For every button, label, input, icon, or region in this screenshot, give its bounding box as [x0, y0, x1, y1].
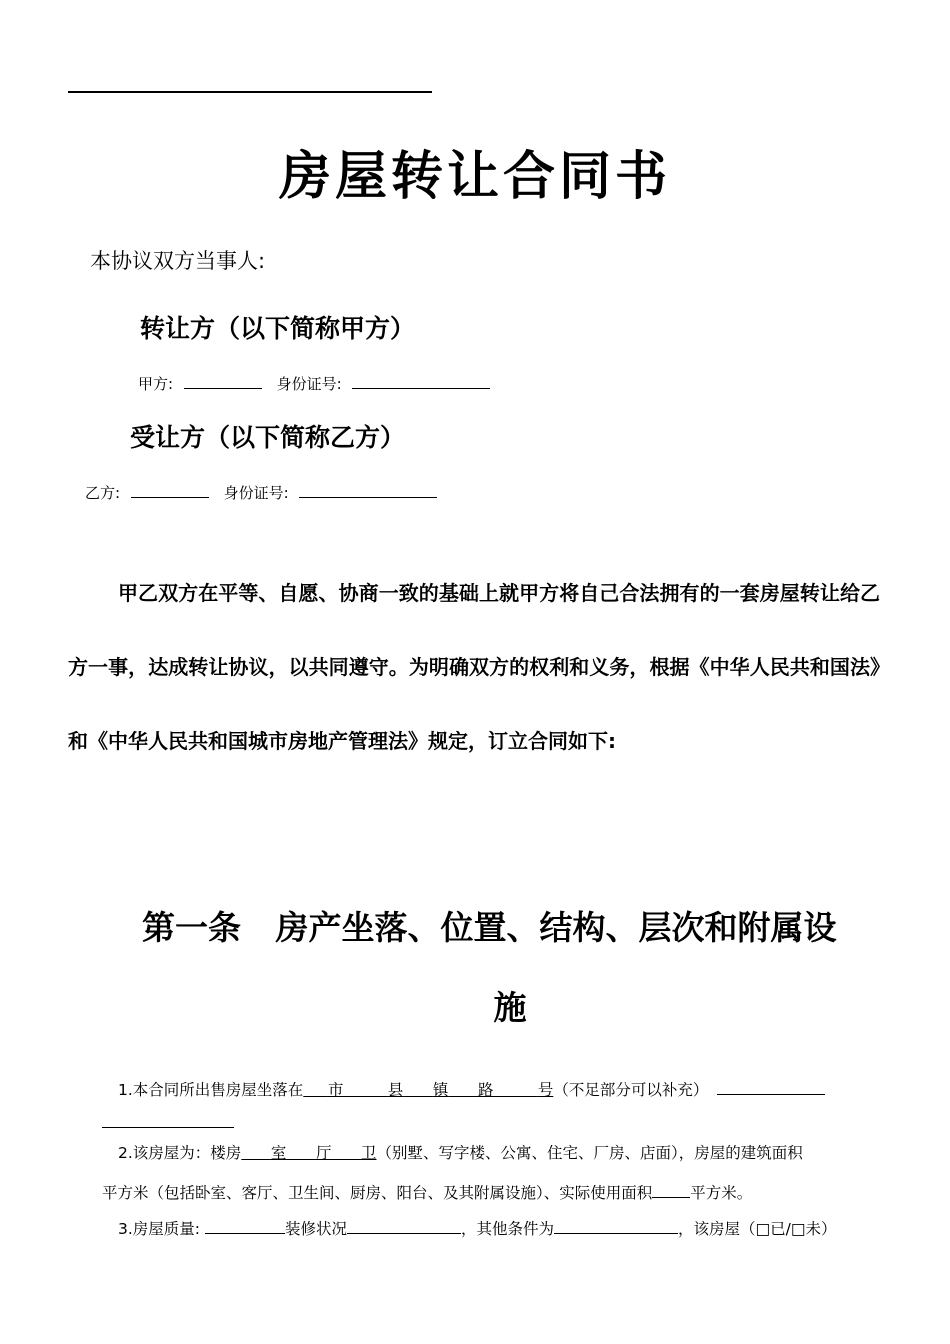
- clause-3-other: ，其他条件为: [460, 1220, 554, 1238]
- transferor-id-label: 身份证号:: [276, 375, 342, 393]
- clause-2-line2: [102, 1181, 752, 1203]
- article-1-line1: [130, 888, 890, 968]
- clause-2-line2-b: 平方米。: [690, 1184, 753, 1202]
- transferee-id-label: 身份证号:: [223, 484, 289, 502]
- clause-1-number: 号: [537, 1081, 554, 1099]
- clause-3: [118, 1217, 837, 1239]
- clause-2-usable-area-blank[interactable]: [652, 1183, 690, 1198]
- transferor-fields: [138, 373, 490, 394]
- transferor-name-blank[interactable]: [184, 374, 262, 389]
- clause-2-line2-a: 平方米（包括卧室、客厅、卫生间、厨房、阳台、及其附属设施）、实际使用面积: [102, 1184, 653, 1202]
- top-rule: [68, 91, 432, 93]
- clause-3-tail: ，该房屋（□已/□未）: [677, 1220, 837, 1238]
- preamble: [68, 556, 880, 778]
- clause-3-decor-blank[interactable]: [347, 1219, 461, 1234]
- article-1-number: 第一条: [142, 908, 241, 947]
- clause-2-bath: 卫: [361, 1144, 377, 1162]
- transferor-id-blank[interactable]: [352, 374, 490, 389]
- article-1-title-line1: 房产坐落、位置、结构、层次和附属设: [275, 908, 837, 947]
- transferee-fields: [85, 482, 437, 503]
- clause-2-room: 室: [270, 1144, 287, 1162]
- transferee-heading: 受让方（以下简称乙方）: [130, 423, 406, 452]
- intro-text: 本协议双方当事人:: [90, 249, 266, 273]
- clause-1-suffix: （不足部分可以补充）: [553, 1081, 709, 1099]
- clause-1-prefix: 1.本合同所出售房屋坐落在: [118, 1081, 304, 1099]
- clause-2-layout[interactable]: [241, 1144, 376, 1162]
- transferor-name-label: 甲方:: [138, 375, 174, 393]
- document-title: 房屋转让合同书: [278, 146, 671, 207]
- transferee-name-blank[interactable]: [131, 483, 209, 498]
- clause-3-other-blank[interactable]: [554, 1219, 678, 1234]
- clause-1-county: 县: [387, 1081, 404, 1099]
- clause-1-extra-blank[interactable]: [717, 1080, 825, 1095]
- transferor-heading: 转让方（以下简称甲方）: [140, 314, 416, 343]
- clause-2-prefix: 2.该房屋为：楼房: [118, 1144, 242, 1162]
- clause-2-line1: [118, 1141, 803, 1163]
- clause-1-town: 镇: [432, 1081, 449, 1099]
- article-1-title-line2: 施: [493, 988, 527, 1027]
- clause-3-decor: 装修状况: [284, 1220, 347, 1238]
- clause-2-hall: 厅: [315, 1144, 332, 1162]
- clause-1-address[interactable]: [303, 1081, 553, 1099]
- clause-1: [118, 1078, 825, 1100]
- preamble-text: 甲乙双方在平等、自愿、协商一致的基础上就甲方将自己合法拥有的一套房屋转让给乙方一事，达成转让协议，以共同遵守。为明确双方的权利和义务，根据《中华人民共和国法》和《中华人民共和国城市房地产管理法》规定，订立合同如下:: [68, 581, 880, 753]
- clause-2-types: （别墅、写字楼、公寓、住宅、厂房、店面），房屋的建筑面积: [376, 1144, 803, 1162]
- article-1-heading: [130, 888, 890, 1048]
- transferee-name-label: 乙方:: [85, 484, 121, 502]
- clause-1-city: 市: [327, 1081, 344, 1099]
- transferee-id-blank[interactable]: [299, 483, 437, 498]
- clause-1-continuation-blank[interactable]: [102, 1127, 234, 1128]
- clause-3-prefix: 3.房屋质量:: [118, 1220, 201, 1238]
- clause-3-quality-blank[interactable]: [205, 1219, 285, 1234]
- clause-1-road: 路: [477, 1081, 494, 1099]
